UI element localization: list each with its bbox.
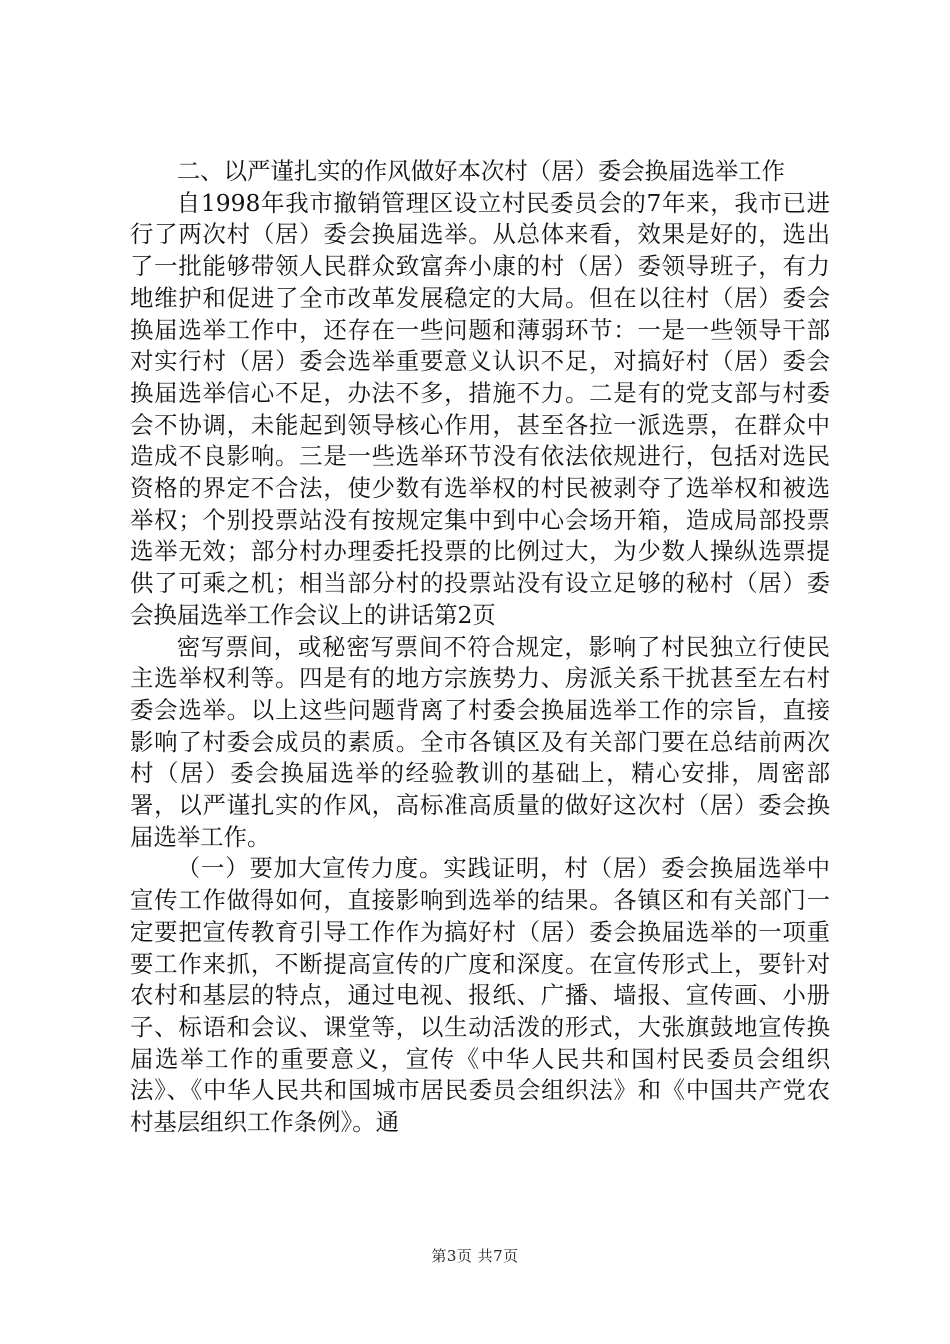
page-footer: 第3页 共7页 [431, 1247, 519, 1265]
document-body [130, 150, 830, 1190]
body-paragraph-1: 自1998年我市撤销管理区设立村民委员会的7年来，我市已进行了两次村（居）委会换届选举。从总体来看，效果是好的，选出了一批能够带领人民群众致富奔小康的村（居）委领导班子，有力地维护和促进了全市改革发展稳定的大局。但在以往村（居）委会换届选举工作中，还存在一些问题和薄弱环节：一是一些领导干部对实行村（居）委会选举重要意义认识不足，对搞好村（居）委会换届选举信心不足，办法不多，措施不力。二是有的党支部与村委会不协调，未能起到领导核心作用，甚至各拉一派选票，在群众中造成不良影响。三是一些选举环节没有依法依规进行，包括对选民资格的界定不合法，使少数有选举权的村民被剥夺了选举权和被选举权；个别投票站没有按规定集中到中心会场开箱，造成局部投票选举无效；部分村办理委托投票的比例过大，为少数人操纵选票提供了可乘之机；相当部分村的投票站没有设立足够的秘村（居）委会换届选举工作会议上的讲话第2页 [130, 188, 830, 629]
body-paragraph-3: （一）要加大宣传力度。实践证明，村（居）委会换届选举中宣传工作做得如何，直接影响到选举的结果。各镇区和有关部门一定要把宣传教育引导工作作为搞好村（居）委会换届选举的一项重要工作来抓，不断提高宣传的广度和深度。在宣传形式上，要针对农村和基层的特点，通过电视、报纸、广播、墙报、宣传画、小册子、标语和会议、课堂等，以生动活泼的形式，大张旗鼓地宣传换届选举工作的重要意义，宣传《中华人民共和国村民委员会组织法》、《中华人民共和国城市居民委员会组织法》和《中国共产党农村基层组织工作条例》。通 [130, 854, 830, 1137]
section-heading-paragraph: 二、以严谨扎实的作风做好本次村（居）委会换届选举工作 [176, 157, 785, 185]
body-paragraph-2: 密写票间，或秘密写票间不符合规定，影响了村民独立行使民主选举权利等。四是有的地方宗族势力、房派关系干扰甚至左右村委会选举。以上这些问题背离了村委会换届选举工作的宗旨，直接影响了村委会成员的素质。全市各镇区及有关部门要在总结前两次村（居）委会换届选举的经验教训的基础上，精心安排，周密部署，以严谨扎实的作风，高标准高质量的做好这次村（居）委会换届选举工作。 [130, 632, 830, 851]
